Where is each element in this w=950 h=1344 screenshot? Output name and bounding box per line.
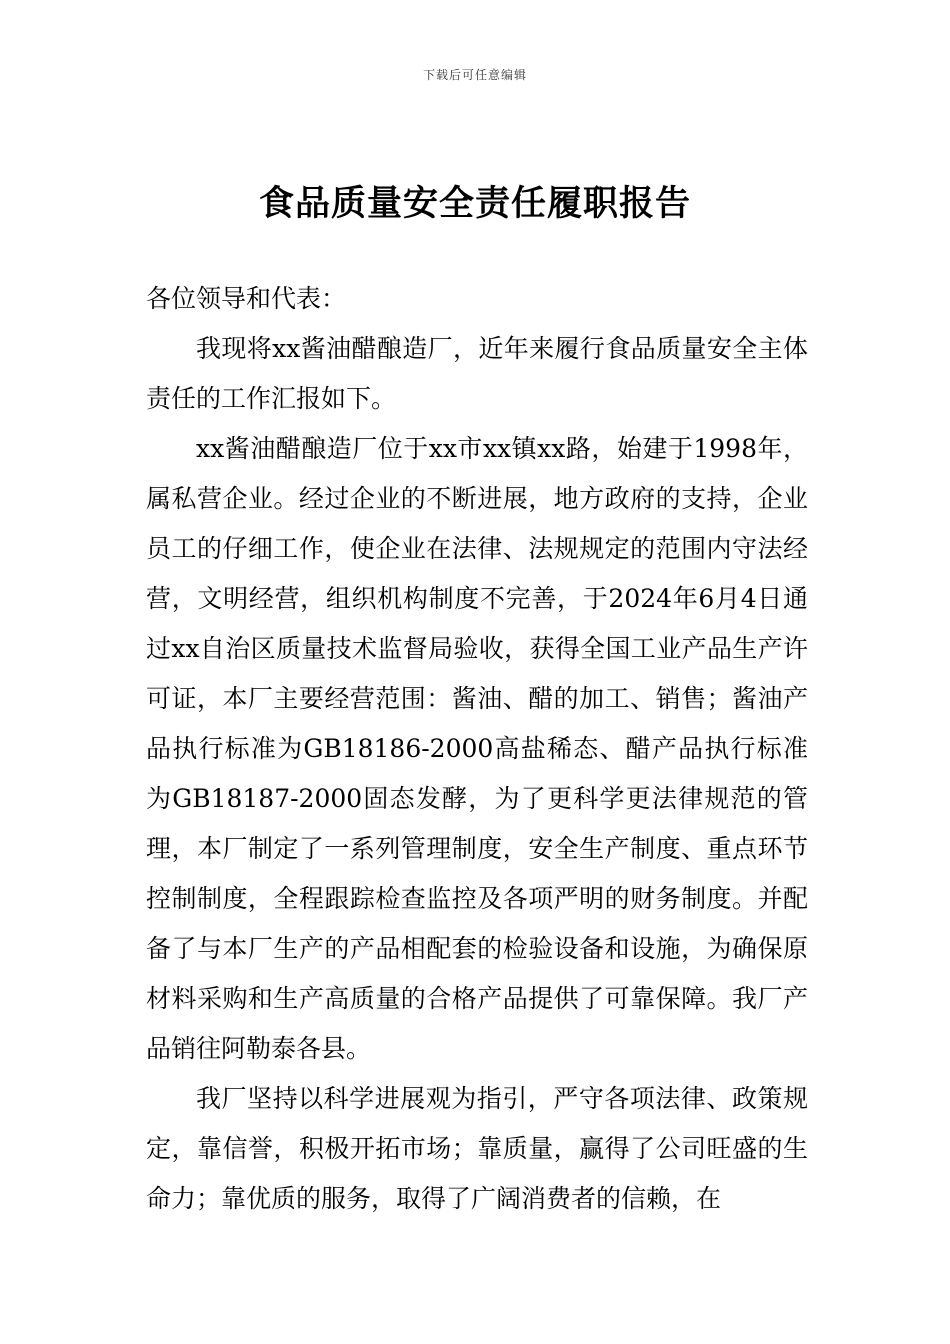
document-title: 食品质量安全责任履职报告 bbox=[258, 184, 691, 224]
salutation: 各位领导和代表： bbox=[146, 284, 347, 313]
header-note: 下载后可任意编辑 bbox=[422, 68, 527, 82]
paragraph-intro: 我现将xx酱油醋酿造厂，近年来履行食品质量安全主体责任的工作汇报如下。 bbox=[146, 334, 808, 413]
paragraph-company-overview: xx酱油醋酿造厂位于xx市xx镇xx路，始建于1998年，属私营企业。经过企业的不断进展，地方政府的支持，企业员工的仔细工作，使企业在法律、法规规定的范围内守法经营，文明经营，组织机构制度不完善，于2024年6月4日通过xx自治区质量技术监督局验收，获得全国工业产品生产许可证，本厂主要经营范围：酱油、醋的加工、销售；酱油产品执行标准为GB18186-2000高盐稀态、醋产品执行标准为GB18187-2000固态发酵，为了更科学更法律规范的管理，本厂制定了一系列管理制度，安全生产制度、重点环节控制制度，全程跟踪检查监控及各项严明的财务制度。并配备了与本厂生产的产品相配套的检验设备和设施，为确保原材料采购和生产高质量的合格产品提供了可靠保障。我厂产品销往阿勒泰各县。 bbox=[146, 434, 808, 1063]
document-body bbox=[146, 274, 808, 1224]
paragraph-principles: 我厂坚持以科学进展观为指引，严守各项法律、政策规定，靠信誉，积极开拓市场；靠质量，赢得了公司旺盛的生命力；靠优质的服务，取得了广阔消费者的信赖，在 bbox=[146, 1084, 808, 1213]
